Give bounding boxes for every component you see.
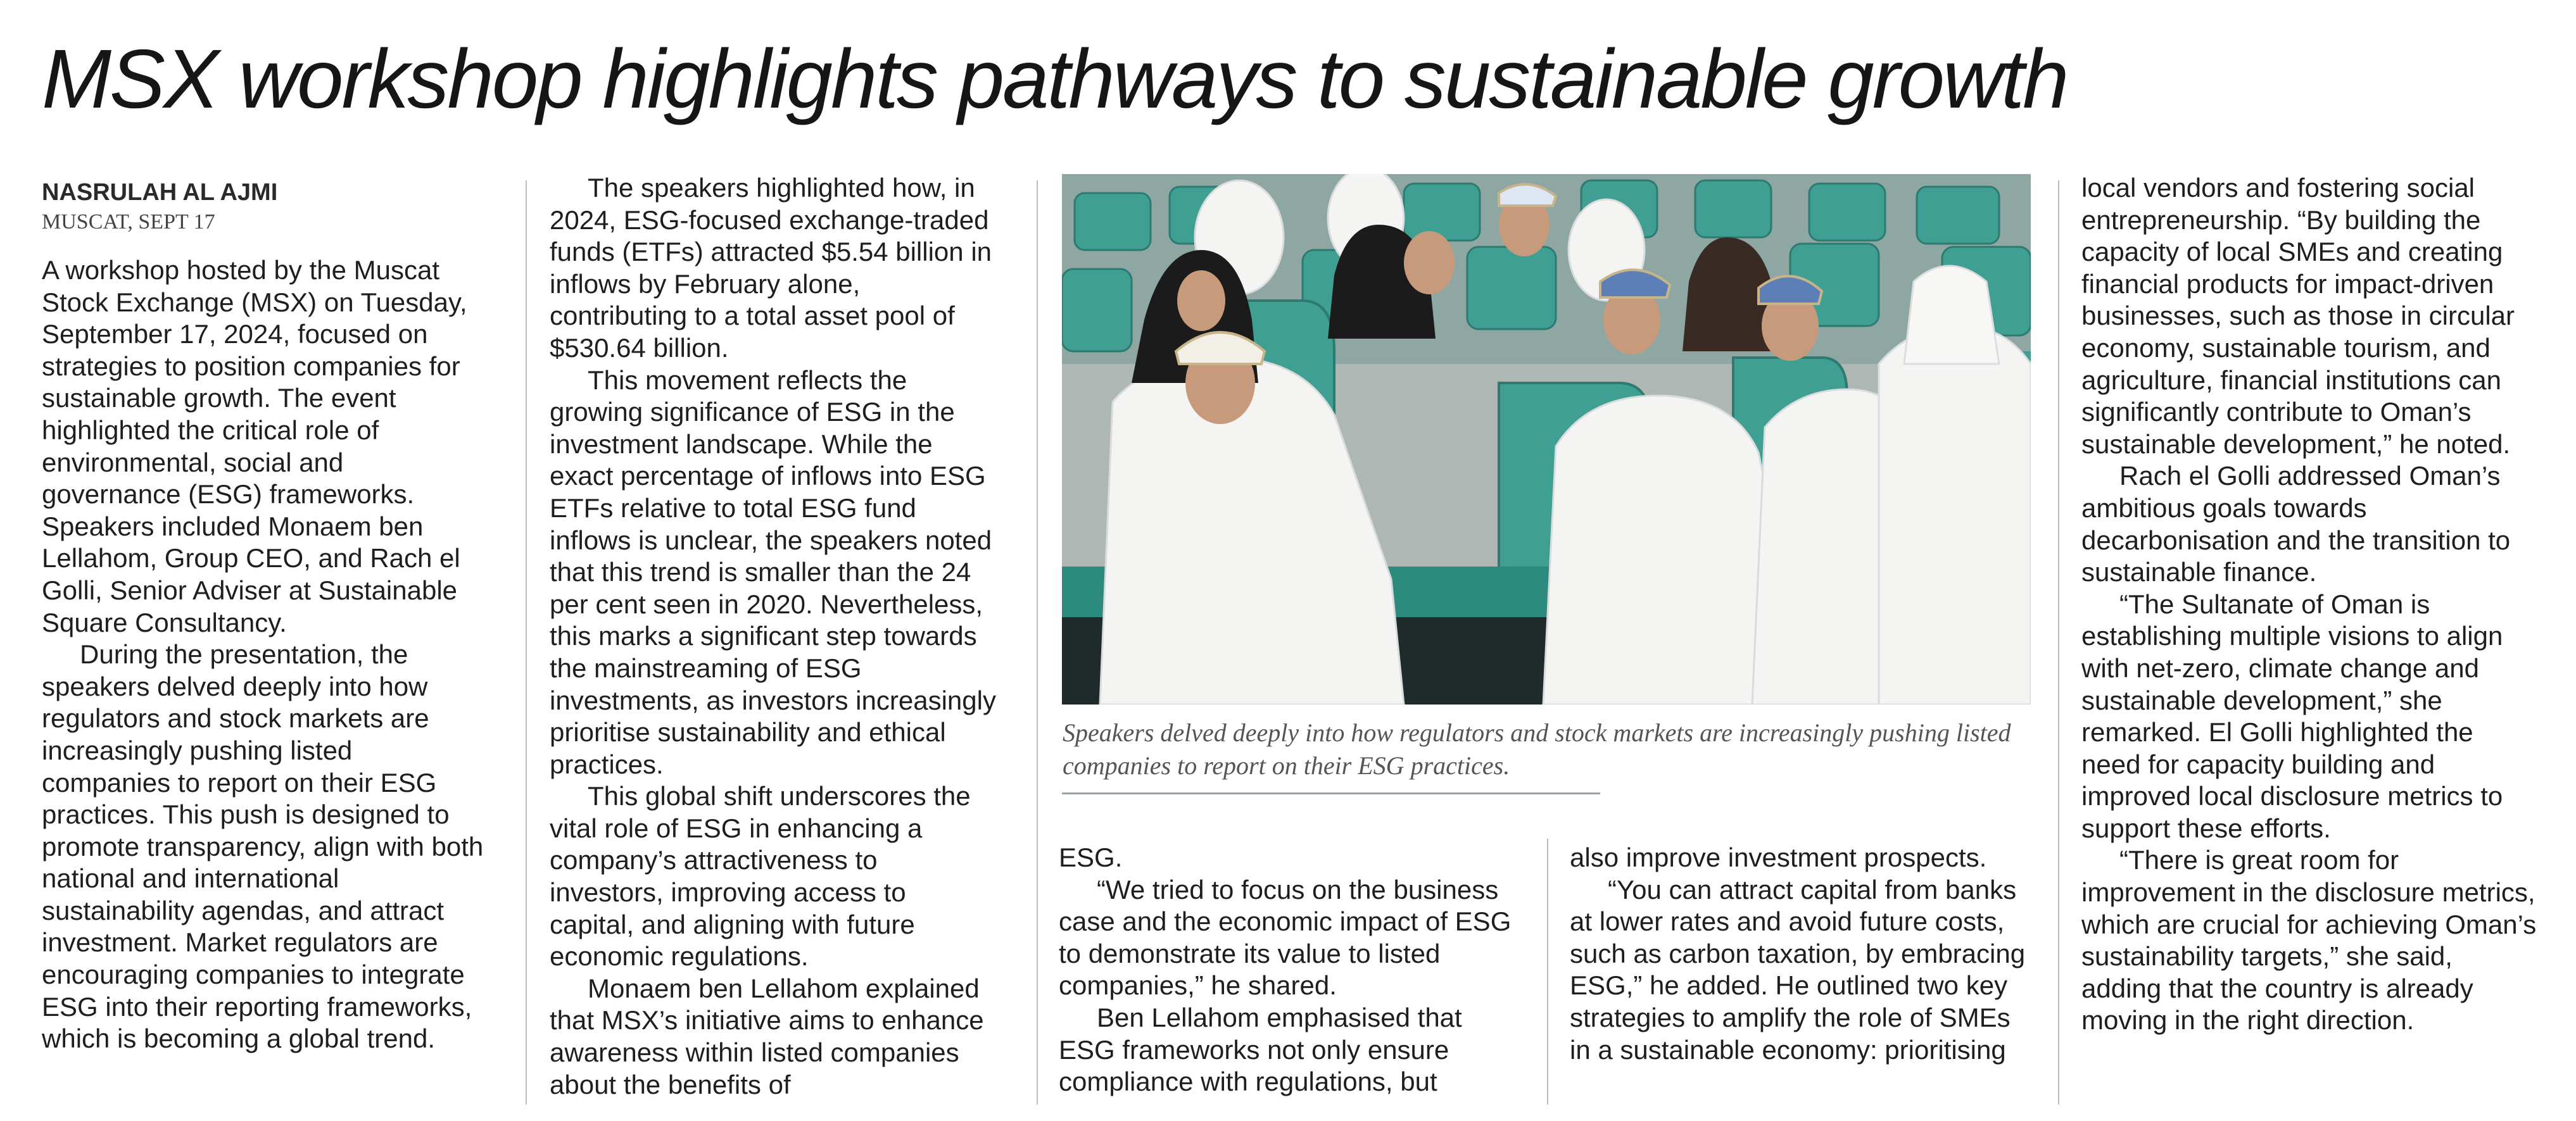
byline: NASRULAH AL AJMI [42, 179, 278, 206]
article-column-2 [550, 172, 996, 1109]
paragraph: “We tried to focus on the business case and the economic impact of ESG to demonstrate its value to listed companies,” he shared. [1059, 874, 1512, 1001]
dateline: MUSCAT, SEPT 17 [42, 210, 215, 234]
paragraph: This global shift underscores the vital role of ESG in enhancing a company’s attractiveness to investors, improving access to capital, and aligning with future economic regulations. [550, 781, 971, 972]
paragraph: Monaem ben Lellahom explained that MSX’s initiative aims to enhance awareness within listed companies about the benefits of [550, 973, 984, 1099]
article-column-1 [42, 172, 485, 1109]
audience-illustration [1062, 174, 2031, 705]
article-column-3 [1059, 842, 1521, 1108]
column-divider [2058, 180, 2059, 1105]
paragraph: “The Sultanate of Oman is establishing multiple visions to align with net-zero, climate change and sustainable development,” she remarked. El Golli highlighted the need for capacity building and improved local disclosure metrics to support these efforts. [2081, 589, 2503, 843]
column-divider [1037, 180, 1038, 1105]
headline: MSX workshop highlights pathways to sustainable growth [42, 32, 2068, 125]
paragraph: During the presentation, the speakers delved deeply into how regulators and stock markets are increasingly pushing listed companies to report on their ESG practices. This push is designed to promote transparency, align with both national and international sustainability agendas, and attract investment. Market regulators are encouraging companies to integrate ESG into their reporting frameworks, which is becoming a global trend. [42, 639, 484, 1054]
column-divider [1547, 839, 1548, 1105]
article-column-5 [2081, 172, 2537, 1109]
article-column-4 [1570, 842, 2032, 1108]
paragraph: “There is great room for improvement in the disclosure metrics, which are crucial for achieving Oman’s sustainability targets,” she said, adding that the country is already moving in the right direction. [2081, 845, 2537, 1036]
paragraph: also improve investment prospects. [1570, 842, 1987, 872]
photo-caption: Speakers delved deeply into how regulators and stock markets are increasingly pushing listed companies to report on their ESG practices. [1063, 718, 2011, 780]
workshop-photo [1062, 174, 2031, 705]
paragraph: local vendors and fostering social entrepreneurship. “By building the capacity of local SMEs and creating financial products for impact-driven businesses, such as those in circular economy, sustainable tourism, and agriculture, financial institutions can significantly contribute to Oman’s sustainable development,” he noted. [2081, 173, 2515, 459]
paragraph: A workshop hosted by the Muscat Stock Exchange (MSX) on Tuesday, September 17, 2024, focused on strategies to position companies for sustainable growth. The event highlighted the critical role of environmental, social and governance (ESG) frameworks. Speakers included Monaem ben Lellahom, Group CEO, and Rach el Golli, Senior Adviser at Sustainable Square Consultancy. [42, 255, 467, 637]
paragraph: This movement reflects the growing significance of ESG in the investment landscape. While the exact percentage of inflows into ESG ETFs relative to total ESG fund inflows is unclear, the speakers noted that this trend is smaller than the 24 per cent seen in 2020. Nevertheless, this marks a significant step towards the mainstreaming of ESG investments, as investors increasingly prioritise sustainability and ethical practices. [550, 365, 996, 779]
paragraph: Ben Lellahom emphasised that ESG frameworks not only ensure compliance with regulations, but [1059, 1002, 1462, 1097]
column-divider [526, 180, 527, 1105]
paragraph: Rach el Golli addressed Oman’s ambitious goals towards decarbonisation and the transition to sustainable finance. [2081, 461, 2511, 587]
caption-rule [1062, 792, 1600, 794]
paragraph: “You can attract capital from banks at lower rates and avoid future costs, such as carbon taxation, by embracing ESG,” he added. He outlined two key strategies to amplify the role of SMEs in a sustainable economy: prioritising [1570, 874, 2026, 1065]
paragraph: ESG. [1059, 842, 1123, 872]
paragraph: The speakers highlighted how, in 2024, ESG-focused exchange-traded funds (ETFs) attracted $5.54 billion in inflows by February alone, contributing to a total asset pool of $530.64 billion. [550, 173, 992, 363]
